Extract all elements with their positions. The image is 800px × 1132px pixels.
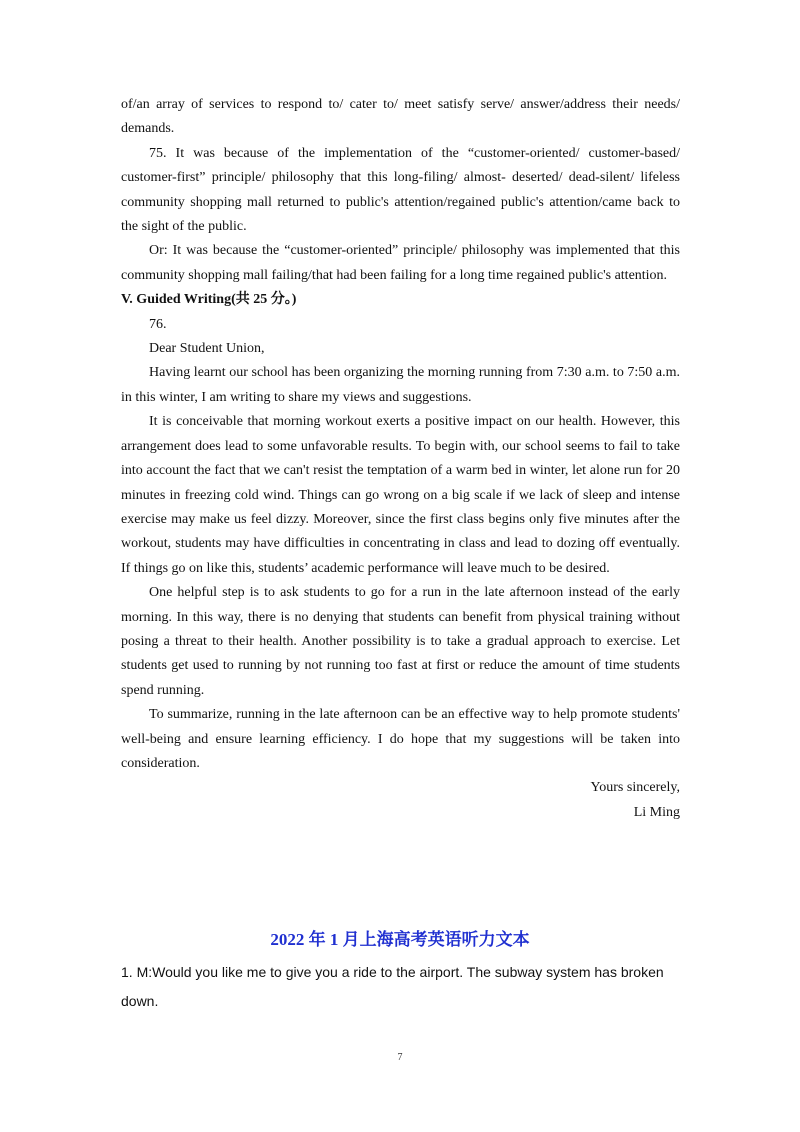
answer-key-body: [121, 93, 680, 825]
listening-section-title: 2022 年 1 月上海高考英语听力文本: [270, 930, 530, 949]
letter-closing: Yours sincerely,: [590, 780, 680, 796]
question-number: 76.: [149, 316, 167, 332]
listening-transcript: [121, 958, 686, 1016]
page-number: 7: [397, 1052, 403, 1063]
section-heading: V. Guided Writing(共 25 分。): [121, 292, 297, 308]
letter-signature: Li Ming: [633, 804, 680, 820]
transcript-item-1: 1. M:Would you like me to give you a ride to the airport. The subway system has broken down.: [121, 964, 664, 1009]
letter-paragraph-4: To summarize, running in the late afternoon can be an effective way to help promote students' well-being and ensure learning efficiency. I do hope that my suggestions will be taken into consideration.: [121, 707, 680, 771]
answer-continuation: of/an array of services to respond to/ cater to/ meet satisfy serve/ answer/address their needs/ demands.: [121, 97, 680, 137]
letter-salutation: Dear Student Union,: [149, 341, 265, 357]
letter-paragraph-3: One helpful step is to ask students to go for a run in the late afternoon instead of the early morning. In this way, there is no denying that students can benefit from physical training without posing a threat to their health. Another possibility is to take a gradual approach to exercise. Let students get used to running by not running too fast at first or reduce the amount of time students spend running.: [121, 585, 680, 698]
letter-paragraph-1: Having learnt our school has been organizing the morning running from 7:30 a.m. to 7:50 a.m. in this winter, I am writing to share my views and suggestions.: [121, 365, 680, 405]
answer-75-alternative: Or: It was because the “customer-oriented” principle/ philosophy was implemented that this community shopping mall failing/that had been failing for a long time regained public's attention.: [121, 243, 680, 283]
letter-paragraph-2: It is conceivable that morning workout exerts a positive impact on our health. However, this arrangement does lead to some unfavorable results. To begin with, our school seems to fail to take into account the fact that we can't resist the temptation of a warm bed in winter, let alone run for 20 minutes in freezing cold wind. Things can go wrong on a big scale if we lack of sleep and intense exercise may make us feel dizzy. Moreover, since the first class begins only five minutes after the workout, students may have difficulties in concentrating in class and lead to dozing off eventually. If things go on like this, students’ academic performance will leave much to be desired.: [121, 414, 680, 576]
answer-75: 75. It was because of the implementation of the “customer-oriented/ customer-based/ customer-first” principle/ philosophy that this long-filing/ almost- deserted/ dead-silent/ lifeless community shopping mall returned to public's attention/regained public's attention/came back to the sight of the public.: [121, 145, 680, 235]
